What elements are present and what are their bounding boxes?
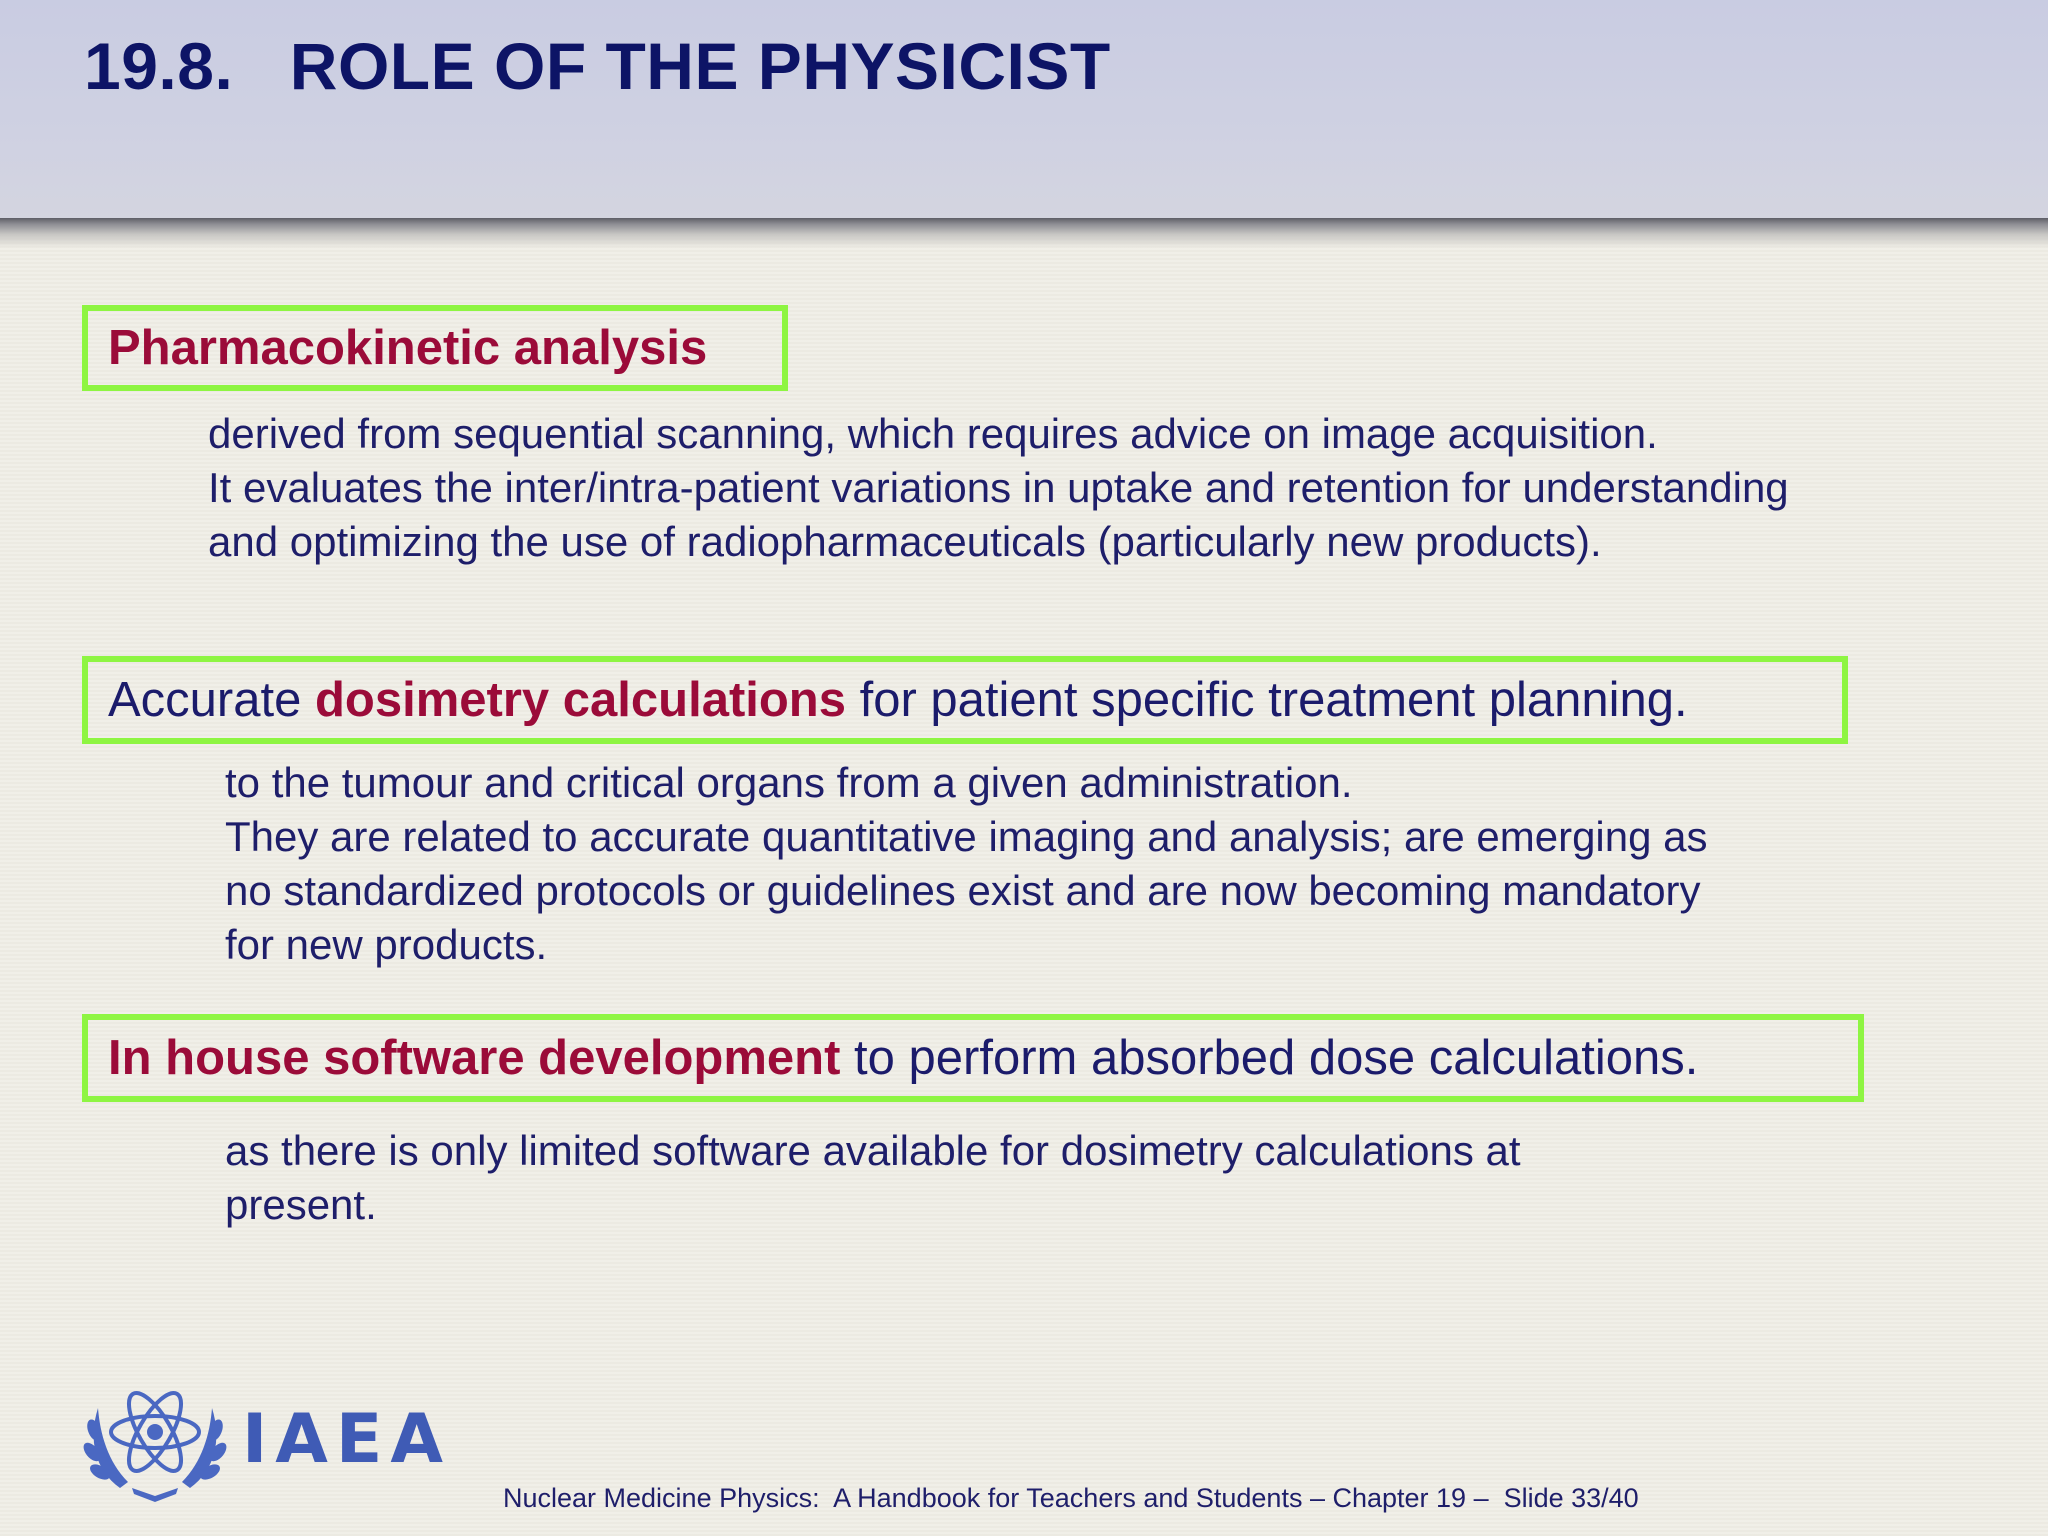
iaea-logo bbox=[80, 1370, 450, 1502]
heading-post: for patient specific treatment planning. bbox=[846, 673, 1688, 727]
header-divider bbox=[0, 218, 2048, 248]
section-heading-pharmacokinetic bbox=[82, 305, 788, 391]
section-body-pharmacokinetic bbox=[208, 407, 1789, 569]
body-line: present. bbox=[225, 1181, 377, 1228]
heading-pre: Accurate bbox=[108, 673, 315, 727]
footer-caption: Nuclear Medicine Physics: A Handbook for Teachers and Students – Chapter 19 – Slide 33/40 bbox=[503, 1483, 1639, 1513]
heading-emphasis: dosimetry calculations bbox=[314, 673, 846, 727]
body-line: as there is only limited software available for dosimetry calculations at bbox=[225, 1127, 1521, 1174]
heading-post: to perform absorbed dose calculations. bbox=[840, 1031, 1699, 1085]
heading-emphasis: Pharmacokinetic analysis bbox=[108, 321, 708, 375]
body-line: for new products. bbox=[225, 921, 548, 968]
body-line: They are related to accurate quantitative imaging and analysis; are emerging as bbox=[225, 813, 1708, 860]
section-heading-software bbox=[82, 1014, 1864, 1102]
section-body-software bbox=[225, 1124, 1521, 1232]
body-line: It evaluates the inter/intra-patient variations in uptake and retention for understanding bbox=[208, 464, 1789, 511]
body-line: derived from sequential scanning, which requires advice on image acquisition. bbox=[208, 410, 1658, 457]
un-emblem-icon bbox=[80, 1370, 230, 1502]
section-heading-dosimetry bbox=[82, 656, 1848, 744]
body-line: no standardized protocols or guidelines exist and are now becoming mandatory bbox=[225, 867, 1701, 914]
section-body-dosimetry bbox=[225, 756, 1708, 972]
logo-text: IAEA bbox=[242, 1400, 452, 1479]
heading-emphasis: In house software development bbox=[108, 1031, 841, 1085]
body-line: and optimizing the use of radiopharmaceuticals (particularly new products). bbox=[208, 518, 1602, 565]
body-line: to the tumour and critical organs from a given administration. bbox=[225, 759, 1353, 806]
slide-title: 19.8. ROLE OF THE PHYSICIST bbox=[84, 29, 1111, 103]
